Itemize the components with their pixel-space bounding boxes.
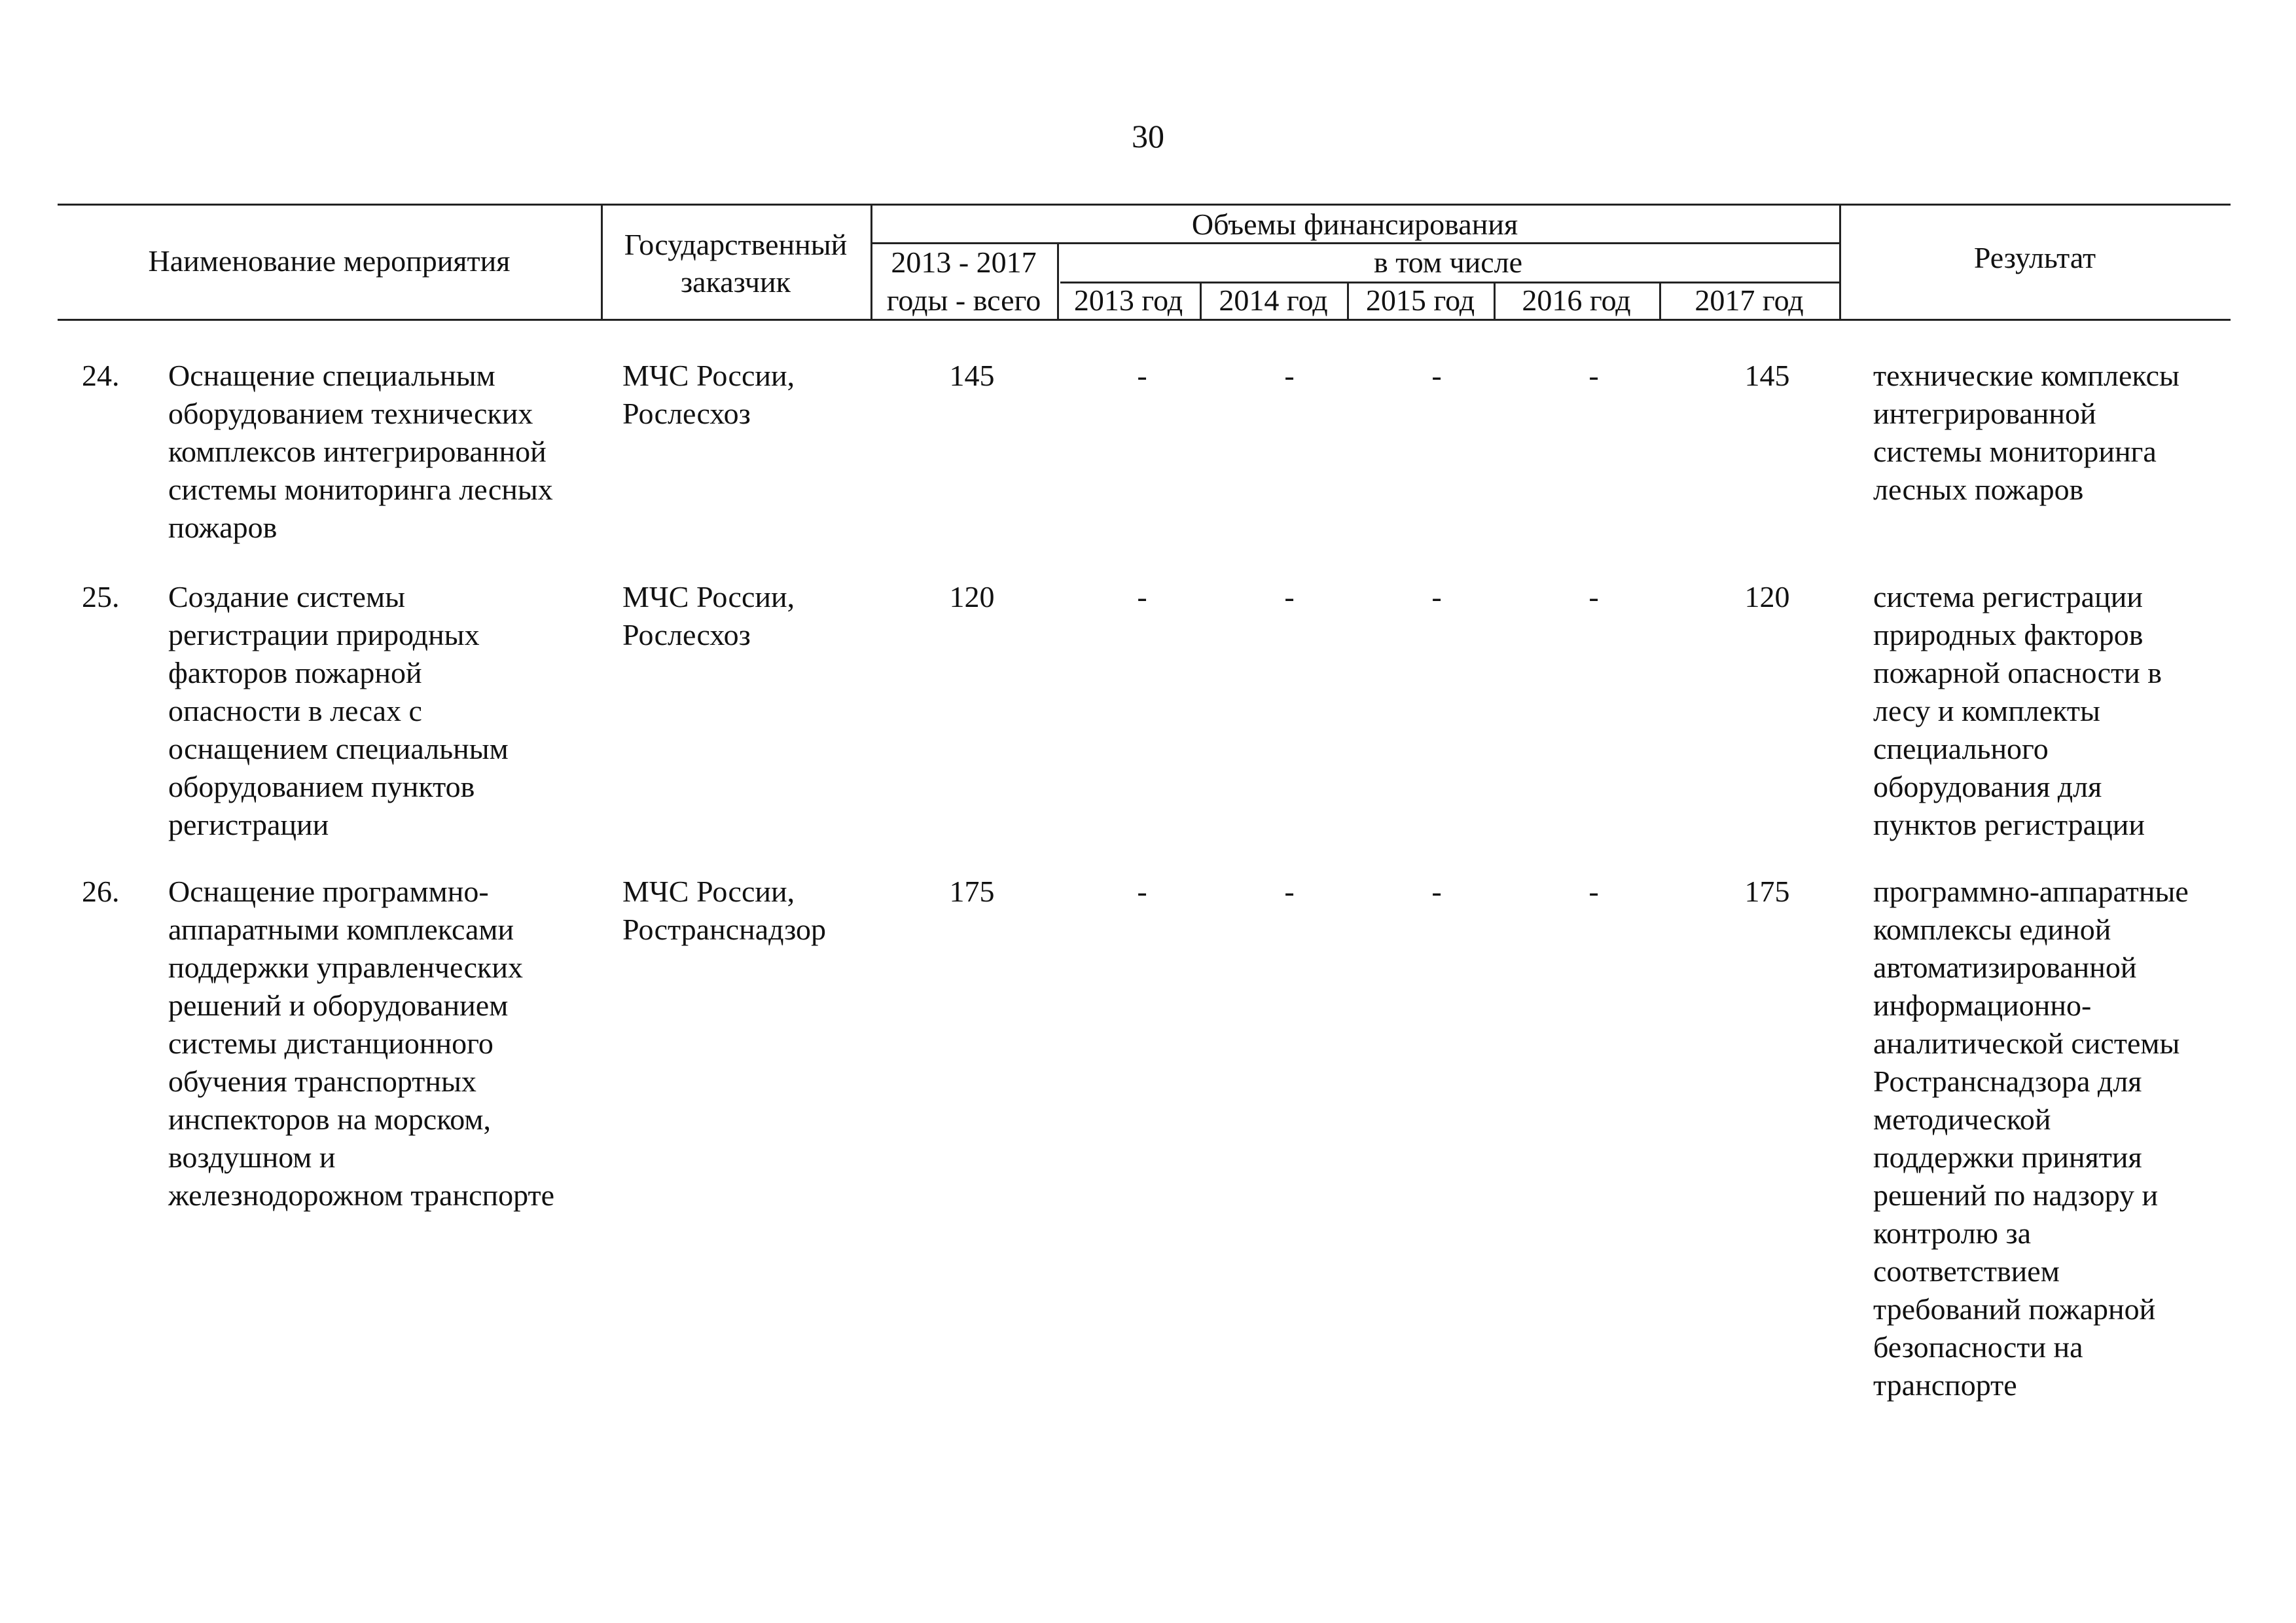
event-name-line: аппаратными комплексами: [168, 913, 514, 946]
header-year-2015: 2015 год: [1365, 283, 1475, 317]
header-year-2014: 2014 год: [1219, 283, 1328, 317]
result-line: решений по надзору и: [1873, 1178, 2159, 1212]
event-name-line: Оснащение специальным: [168, 359, 495, 392]
event-name-line: решений и оборудованием: [168, 989, 509, 1022]
event-name-line: обучения транспортных: [168, 1065, 476, 1098]
result-line: система регистрации: [1873, 580, 2143, 613]
customer-line: МЧС России,: [622, 580, 795, 613]
result-line: лесу и комплекты: [1873, 694, 2100, 727]
result-line: аналитической системы: [1873, 1027, 2180, 1060]
event-name-line: железнодорожном транспорте: [168, 1178, 555, 1212]
event-name-line: системы дистанционного: [168, 1027, 493, 1060]
funding-2015: -: [1431, 580, 1442, 613]
event-name-line: регистрации: [168, 808, 329, 841]
event-name-line: оборудованием технических: [168, 397, 533, 430]
customer-line: МЧС России,: [622, 359, 795, 392]
result-line: программно-аппаратные: [1873, 875, 2189, 908]
header-year-2013: 2013 год: [1073, 283, 1183, 317]
header-customer-line-2: заказчик: [680, 265, 791, 299]
state-customer: [622, 873, 884, 949]
funding-2013: -: [1137, 580, 1147, 613]
funding-2016: -: [1588, 359, 1599, 392]
result-line: соответствием: [1873, 1254, 2060, 1288]
funding-2017: 145: [1744, 359, 1790, 392]
result: [1873, 578, 2240, 844]
funding-2013: -: [1137, 875, 1147, 908]
customer-line: Рослесхоз: [622, 618, 751, 651]
header-total-line-2: годы - всего: [886, 283, 1041, 317]
event-name-line: воздушном и: [168, 1140, 336, 1174]
result-line: интегрированной: [1873, 397, 2096, 430]
event-name-line: пожаров: [168, 511, 278, 544]
funding-2014: -: [1284, 580, 1295, 613]
event-name-line: системы мониторинга лесных: [168, 473, 553, 506]
row-number: 26.: [82, 875, 120, 908]
result-line: автоматизированной: [1873, 951, 2137, 984]
event-name: [168, 578, 613, 844]
header-result-column: Результат: [1973, 241, 2096, 274]
customer-line: МЧС России,: [622, 875, 795, 908]
result-line: поддержки принятия: [1873, 1140, 2142, 1174]
result-line: лесных пожаров: [1873, 473, 2084, 506]
header-including: в том числе: [1374, 246, 1522, 279]
event-name: [168, 873, 613, 1214]
page-number: 30: [1132, 118, 1164, 155]
event-name-line: регистрации природных: [168, 618, 480, 651]
row-number: 25.: [82, 580, 120, 613]
header-year-2017: 2017 год: [1695, 283, 1804, 317]
funding-2014: -: [1284, 875, 1295, 908]
header-customer-line-1: Государственный: [624, 228, 848, 261]
event-name-line: опасности в лесах с: [168, 694, 422, 727]
header-year-2016: 2016 год: [1522, 283, 1631, 317]
event-name-line: поддержки управленческих: [168, 951, 523, 984]
result-line: Ространснадзора для: [1873, 1065, 2142, 1098]
result-line: комплексы единой: [1873, 913, 2111, 946]
result-line: контролю за: [1873, 1216, 2032, 1250]
event-name: [168, 357, 613, 547]
header-total-line-1: 2013 - 2017: [891, 246, 1037, 279]
result-line: информационно-: [1873, 989, 2092, 1022]
result-line: специального: [1873, 732, 2049, 765]
result-line: безопасности на: [1873, 1330, 2083, 1364]
result: [1873, 873, 2240, 1404]
event-name-line: инспекторов на морском,: [168, 1103, 491, 1136]
funding-2015: -: [1431, 359, 1442, 392]
customer-line: Рослесхоз: [622, 397, 751, 430]
event-name-line: комплексов интегрированной: [168, 435, 547, 468]
result-line: системы мониторинга: [1873, 435, 2157, 468]
funding-2016: -: [1588, 875, 1599, 908]
state-customer: [622, 357, 884, 433]
funding-total: 175: [949, 875, 995, 908]
result-line: требований пожарной: [1873, 1292, 2156, 1326]
result-line: технические комплексы: [1873, 359, 2179, 392]
result-line: оборудования для: [1873, 770, 2102, 803]
funding-2013: -: [1137, 359, 1147, 392]
header-funding-group: Объемы финансирования: [1191, 208, 1518, 241]
result-line: природных факторов: [1873, 618, 2144, 651]
result-line: транспорте: [1873, 1368, 2017, 1402]
result: [1873, 357, 2240, 509]
header-name-column: Наименование мероприятия: [148, 244, 511, 278]
funding-2017: 120: [1744, 580, 1790, 613]
event-name-line: оборудованием пунктов: [168, 770, 475, 803]
funding-2015: -: [1431, 875, 1442, 908]
event-name-line: факторов пожарной: [168, 656, 422, 689]
state-customer: [622, 578, 884, 654]
event-name-line: оснащением специальным: [168, 732, 509, 765]
funding-2017: 175: [1744, 875, 1790, 908]
funding-2016: -: [1588, 580, 1599, 613]
customer-line: Ространснадзор: [622, 913, 827, 946]
result-line: методической: [1873, 1103, 2051, 1136]
funding-total: 120: [949, 580, 995, 613]
funding-2014: -: [1284, 359, 1295, 392]
result-line: пунктов регистрации: [1873, 808, 2145, 841]
event-name-line: Оснащение программно-: [168, 875, 489, 908]
funding-total: 145: [949, 359, 995, 392]
event-name-line: Создание системы: [168, 580, 405, 613]
row-number: 24.: [82, 359, 120, 392]
result-line: пожарной опасности в: [1873, 656, 2162, 689]
